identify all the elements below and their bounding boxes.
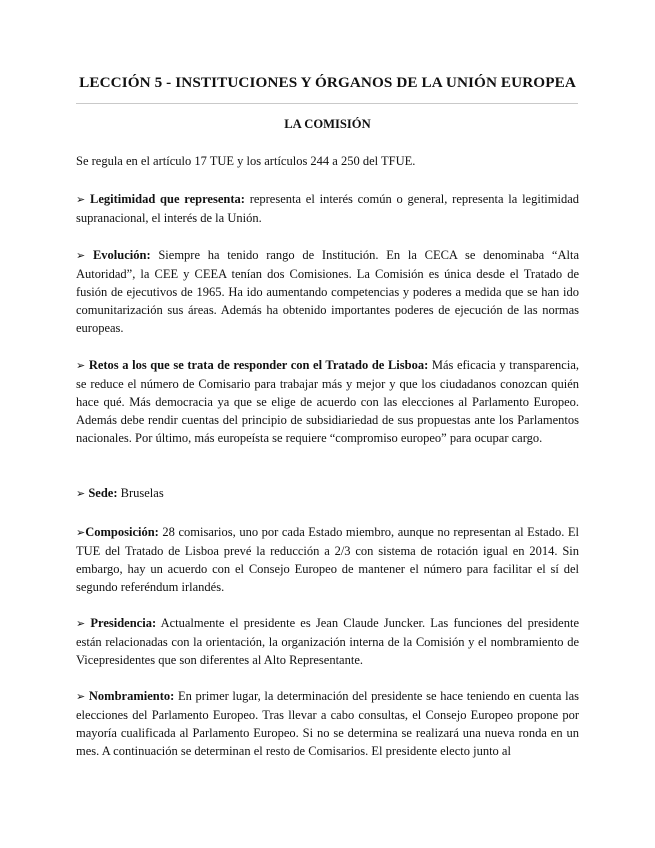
paragraph-sede [76,484,579,503]
paragraph-label: Sede: [88,486,118,500]
title-divider [76,103,578,104]
paragraph-label: Composición: [85,525,159,539]
arrow-bullet-icon: ➢ [76,617,86,630]
paragraph-nombramiento [76,687,579,760]
paragraph-composicion [76,523,579,596]
section-heading: LA COMISIÓN [284,117,371,131]
arrow-bullet-icon: ➢ [76,249,86,262]
paragraph-text: representa el interés común o general, representa la legitimidad supranacional, el interés de la Unión. [76,192,580,225]
arrow-bullet-icon: ➢ [76,690,86,703]
paragraph-label: Presidencia: [90,616,157,630]
paragraph-text: Actualmente el presidente es Jean Claude Juncker. Las funciones del presidente están relacionadas con la orientación, la organización interna de la Comisión y el nombramiento de Vicepresidentes que son diferentes al Alto Representante. [76,616,579,667]
paragraph-evolucion [76,246,579,337]
arrow-bullet-icon: ➢ [76,193,86,206]
paragraph-label: Legitimidad que representa: [90,192,245,206]
paragraph-presidencia [76,614,579,669]
paragraph-text: Más eficacia y transparencia, se reduce el número de Comisario para trabajar más y mejor y que los ciudadanos conozcan quién hace qué. Más democracia ya que se elige de acuerdo con las elecciones al Parlamento Europeo. Además debe rendir cuentas del principio de subsidiariedad de sus propuestas ante los Parlamentos nacionales. Por último, más europeísta se requiere “compromiso europeo” para ocupar cargo. [76,358,579,445]
paragraph-text: En primer lugar, la determinación del presidente se hace teniendo en cuenta las elecciones del Parlamento Europeo. Tras llevar a cabo consultas, el Consejo Europeo propone por mayoría cualificada al Parlamento Europeo. Si no se determina se realizará una nueva ronda en un mes. A continuación se determinan el resto de Comisarios. El presidente electo junto al [76,689,580,758]
intro-paragraph: Se regula en el artículo 17 TUE y los artículos 244 a 250 del TFUE. [76,154,416,168]
paragraph-legitimidad [76,190,579,227]
arrow-bullet-icon: ➢ [76,487,86,500]
paragraph-text: Bruselas [120,486,164,500]
paragraph-text: Siempre ha tenido rango de Institución. En la CECA se denominaba “Alta Autoridad”, la CEE y CEEA tenían dos Comisiones. La Comisión es única desde el Tratado de fusión de ejecutivos de 1965. Ha ido aumentando competencias y poderes a medida que se han ido comunitarización sus áreas. Además ha obtenido importantes poderes de ejecución de las normas europeas. [76,248,580,335]
paragraph-retos [76,356,579,447]
paragraph-label: Nombramiento: [88,689,175,703]
paragraph-text: 28 comisarios, uno por cada Estado miembro, aunque no representan al Estado. El TUE del Tratado de Lisboa prevé la reducción a 2/3 con sistema de rotación igual en 2014. Sin embargo, hay un acuerdo con el Consejo Europeo de mantener el número para facilitar el sí del segundo referéndum irlandés. [76,525,579,594]
arrow-bullet-icon: ➢ [76,359,86,372]
paragraph-label: Retos a los que se trata de responder con el Tratado de Lisboa: [88,358,429,372]
arrow-bullet-icon: ➢ [76,526,86,539]
page-title: LECCIÓN 5 - INSTITUCIONES Y ÓRGANOS DE LA UNIÓN EUROPEA [79,74,576,91]
paragraph-label: Evolución: [92,248,151,262]
